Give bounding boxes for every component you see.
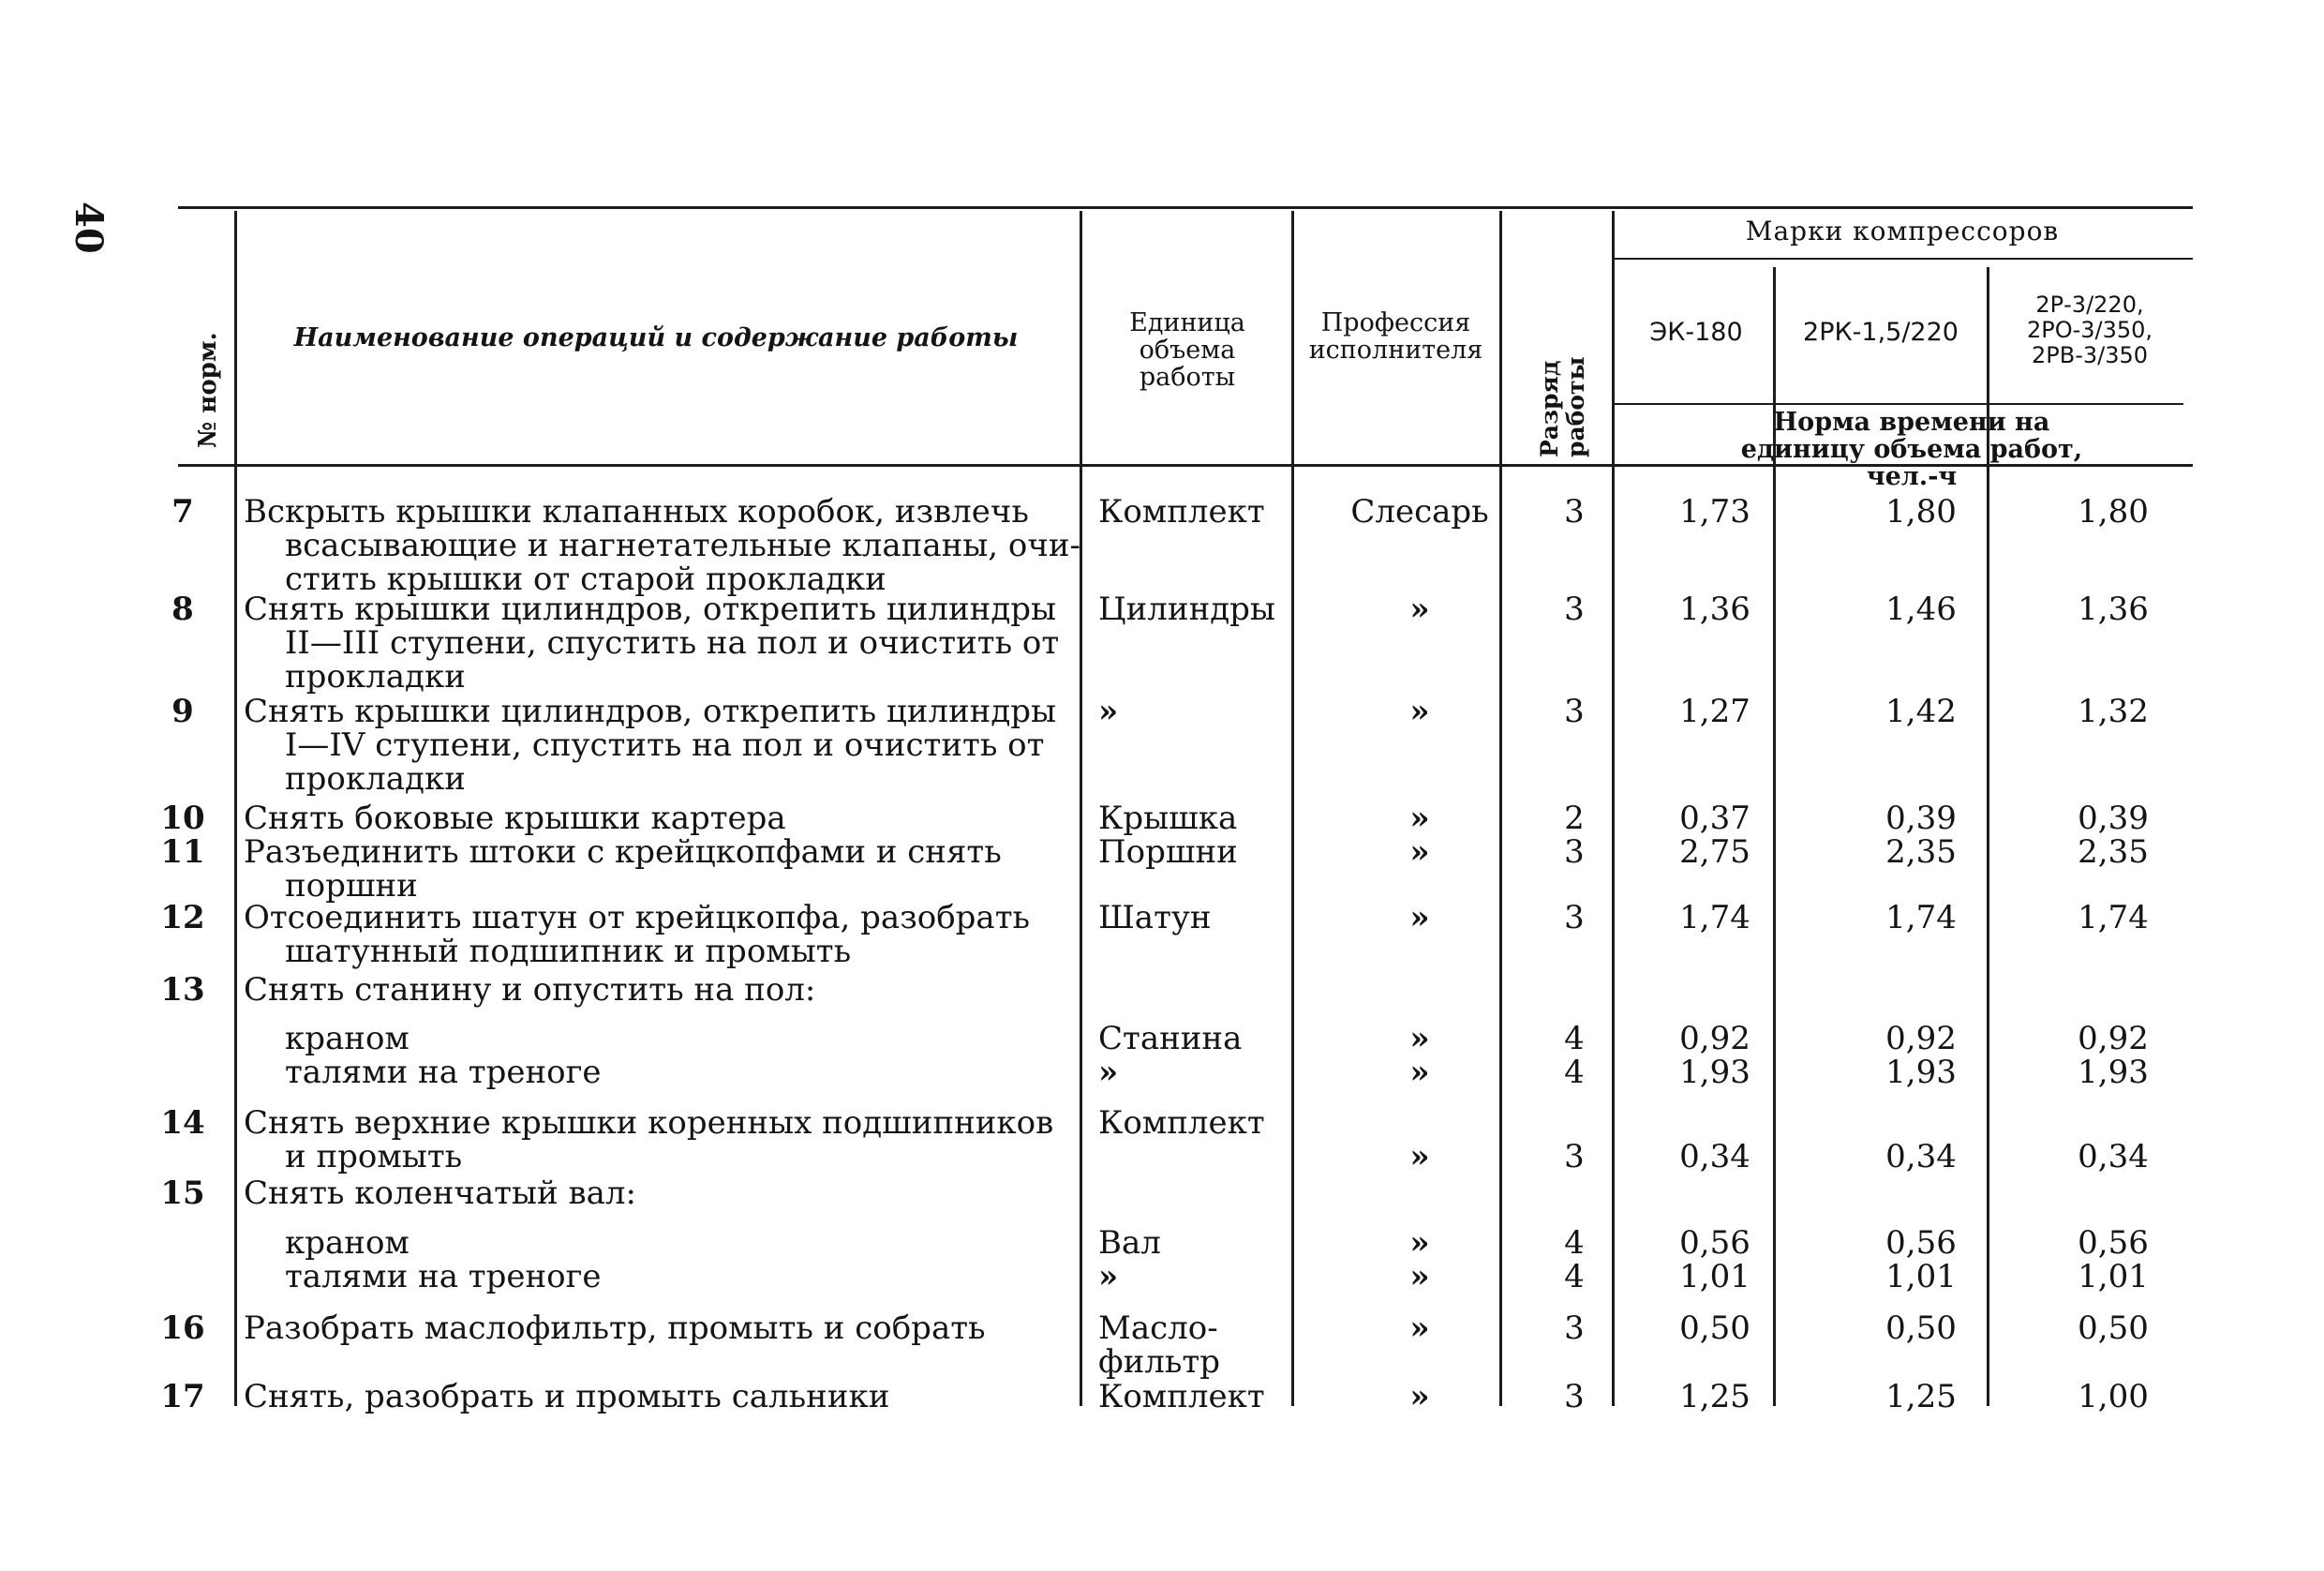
operation-text-continued: I—IV ступени, спустить на пол и очистить от: [285, 726, 1045, 764]
v2-cell: 1,80: [1885, 493, 1957, 531]
norm-divider-rule: [1614, 403, 2183, 405]
v1-cell: 1,36: [1679, 591, 1750, 628]
v2-cell: 0,92: [1885, 1020, 1957, 1057]
v3-cell: 0,50: [2078, 1309, 2149, 1347]
header-brand-1: ЭК-180: [1649, 318, 1743, 347]
operation-cell: [244, 1176, 1082, 1210]
grade-cell: 3: [1564, 591, 1585, 628]
v3-cell: 0,39: [2078, 800, 2149, 837]
operation-text-continued: прокладки: [285, 658, 466, 696]
operation-cell: [244, 901, 1082, 968]
header-unit-label: Единица объема работы: [1129, 308, 1245, 392]
grade-cell: 2: [1564, 800, 1585, 837]
operation-cell: [244, 1022, 1082, 1055]
v1-cell: 2,75: [1679, 833, 1750, 871]
prof-cell: »: [1409, 1309, 1430, 1347]
header-brands-title: Марки компрессоров: [1745, 216, 2060, 247]
prof-cell: »: [1409, 1138, 1430, 1175]
v1-cell: 1,93: [1679, 1054, 1750, 1091]
operation-cell: [244, 592, 1082, 694]
num-cell: 9: [171, 693, 194, 730]
v2-cell: 1,42: [1885, 693, 1957, 730]
operation-cell: [244, 1226, 1082, 1260]
v1-cell: 1,27: [1679, 693, 1750, 730]
operation-text: Снять крышки цилиндров, открепить цилиндры: [244, 591, 1057, 628]
table-top-rule: [178, 206, 2193, 209]
operation-cell: [244, 1260, 1082, 1294]
operation-text: Снять верхние крышки коренных подшипников: [244, 1104, 1054, 1142]
operation-text-continued: прокладки: [285, 760, 466, 798]
grade-cell: 3: [1564, 899, 1585, 936]
grade-cell: 3: [1564, 1378, 1585, 1415]
v3-cell: 1,32: [2078, 693, 2149, 730]
unit-cell: Комплект: [1098, 1104, 1265, 1142]
v1-cell: 1,73: [1679, 493, 1750, 531]
operation-text-continued: стить крышки от старой прокладки: [285, 561, 886, 598]
num-cell: 10: [160, 800, 205, 837]
unit-cell: Цилиндры: [1098, 591, 1275, 628]
v3-cell: 1,74: [2078, 899, 2149, 936]
operation-text-continued: II—III ступени, спустить на пол и очистить от: [285, 624, 1060, 662]
operation-cell: [244, 1380, 1082, 1414]
header-brand-2: 2РК-1,5/220: [1803, 318, 1959, 347]
col-divider-unit: [1291, 211, 1294, 1406]
operation-text: Снять крышки цилиндров, открепить цилиндры: [244, 693, 1057, 730]
operation-cell: [244, 695, 1082, 796]
v3-cell: 1,36: [2078, 591, 2149, 628]
prof-cell: »: [1409, 899, 1430, 936]
num-cell: 13: [160, 971, 205, 1009]
prof-cell: »: [1409, 591, 1430, 628]
operation-text: Снять, разобрать и промыть сальники: [244, 1378, 890, 1415]
v3-cell: 1,00: [2078, 1378, 2149, 1415]
v1-cell: 0,34: [1679, 1138, 1750, 1175]
operation-text-continued: всасывающие и нагнетательные клапаны, очи-: [285, 527, 1081, 564]
v1-cell: 0,92: [1679, 1020, 1750, 1057]
prof-cell: »: [1409, 1224, 1430, 1262]
v2-cell: 0,34: [1885, 1138, 1957, 1175]
unit-cell: Шатун: [1098, 899, 1212, 936]
v2-cell: 1,74: [1885, 899, 1957, 936]
unit-cell: »: [1098, 1054, 1119, 1091]
v3-cell: 0,34: [2078, 1138, 2149, 1175]
v3-cell: 1,93: [2078, 1054, 2149, 1091]
header-operation-label: Наименование операций и содержание работы: [293, 323, 1019, 352]
brands-divider-rule: [1614, 258, 2193, 260]
unit-cell: Комплект: [1098, 493, 1265, 531]
operation-cell: [244, 835, 1082, 903]
operation-text: Вскрыть крышки клапанных коробок, извлечь: [244, 493, 1029, 531]
grade-cell: 4: [1564, 1020, 1585, 1057]
v2-cell: 0,56: [1885, 1224, 1957, 1262]
v3-cell: 0,92: [2078, 1020, 2149, 1057]
prof-cell: »: [1409, 693, 1430, 730]
v1-cell: 1,25: [1679, 1378, 1750, 1415]
num-cell: 12: [160, 899, 205, 936]
num-cell: 15: [160, 1175, 205, 1212]
prof-cell: »: [1409, 1258, 1430, 1295]
num-cell: 11: [160, 833, 205, 871]
grade-cell: 3: [1564, 833, 1585, 871]
v3-cell: 1,80: [2078, 493, 2149, 531]
v2-cell: 1,46: [1885, 591, 1957, 628]
v2-cell: 1,25: [1885, 1378, 1957, 1415]
operation-text: Разобрать маслофильтр, промыть и собрать: [244, 1309, 986, 1347]
prof-cell: »: [1409, 1378, 1430, 1415]
num-cell: 16: [160, 1309, 205, 1347]
header-profession-label: Профессия исполнителя: [1308, 308, 1483, 365]
v1-cell: 0,37: [1679, 800, 1750, 837]
v2-cell: 1,01: [1885, 1258, 1957, 1295]
prof-cell: »: [1409, 1020, 1430, 1057]
operation-text-continued: поршни: [285, 867, 418, 905]
operation-text: Отсоединить шатун от крейцкопфа, разобрать: [244, 899, 1031, 936]
prof-cell: »: [1409, 800, 1430, 837]
num-cell: 14: [160, 1104, 205, 1142]
operation-cell: [244, 1311, 1082, 1345]
v2-cell: 0,50: [1885, 1309, 1957, 1347]
unit-cell: Вал: [1098, 1224, 1161, 1262]
operation-text: Снять коленчатый вал:: [244, 1175, 636, 1212]
grade-cell: 3: [1564, 1138, 1585, 1175]
operation-text: Снять станину и опустить на пол:: [244, 971, 816, 1009]
page-number: 40: [67, 202, 111, 254]
operation-cell: [244, 1106, 1082, 1174]
unit-cell: Крышка: [1098, 800, 1238, 837]
operation-text-continued: шатунный подшипник и промыть: [285, 933, 852, 970]
prof-cell: »: [1409, 1054, 1430, 1091]
v2-cell: 2,35: [1885, 833, 1957, 871]
unit-cell: »: [1098, 1258, 1119, 1295]
header-brand-3: 2Р-3/220, 2РО-3/350, 2РВ-3/350: [2026, 292, 2153, 368]
v1-cell: 0,56: [1679, 1224, 1750, 1262]
operation-cell: [244, 801, 1082, 835]
operation-text-continued: и промыть: [285, 1138, 463, 1175]
v1-cell: 1,01: [1679, 1258, 1750, 1295]
grade-cell: 4: [1564, 1224, 1585, 1262]
prof-cell: Слесарь: [1350, 493, 1489, 531]
grade-cell: 4: [1564, 1258, 1585, 1295]
col-divider-num: [234, 211, 237, 1406]
grade-cell: 3: [1564, 1309, 1585, 1347]
operation-text: Снять боковые крышки картера: [244, 800, 786, 837]
prof-cell: »: [1409, 833, 1430, 871]
unit-cell: Поршни: [1098, 833, 1238, 871]
unit-cell: »: [1098, 693, 1119, 730]
v2-cell: 1,93: [1885, 1054, 1957, 1091]
header-norm-label: Норма времени на единицу объема работ, чел.-ч: [1740, 408, 2083, 491]
v1-cell: 0,50: [1679, 1309, 1750, 1347]
operation-text: талями на треноге: [285, 1258, 602, 1295]
num-cell: 7: [171, 493, 194, 531]
num-cell: 8: [171, 591, 194, 628]
operation-cell: [244, 973, 1082, 1007]
unit-cell: Станина: [1098, 1020, 1243, 1057]
unit-cell: Масло-фильтр: [1098, 1309, 1220, 1381]
v3-cell: 1,01: [2078, 1258, 2149, 1295]
header-grade-label: Разряд работы: [1536, 356, 1589, 457]
operation-text: краном: [285, 1224, 410, 1262]
header-num-label: № норм.: [194, 332, 222, 448]
v3-cell: 0,56: [2078, 1224, 2149, 1262]
unit-cell: Комплект: [1098, 1378, 1265, 1415]
grade-cell: 3: [1564, 493, 1585, 531]
operation-text: краном: [285, 1020, 410, 1057]
operation-cell: [244, 495, 1082, 596]
v1-cell: 1,74: [1679, 899, 1750, 936]
operation-text: талями на треноге: [285, 1054, 602, 1091]
operation-text: Разъединить штоки с крейцкопфами и снять: [244, 833, 1002, 871]
num-cell: 17: [160, 1378, 205, 1415]
grade-cell: 3: [1564, 693, 1585, 730]
v2-cell: 0,39: [1885, 800, 1957, 837]
grade-cell: 4: [1564, 1054, 1585, 1091]
v3-cell: 2,35: [2078, 833, 2149, 871]
operation-cell: [244, 1055, 1082, 1089]
